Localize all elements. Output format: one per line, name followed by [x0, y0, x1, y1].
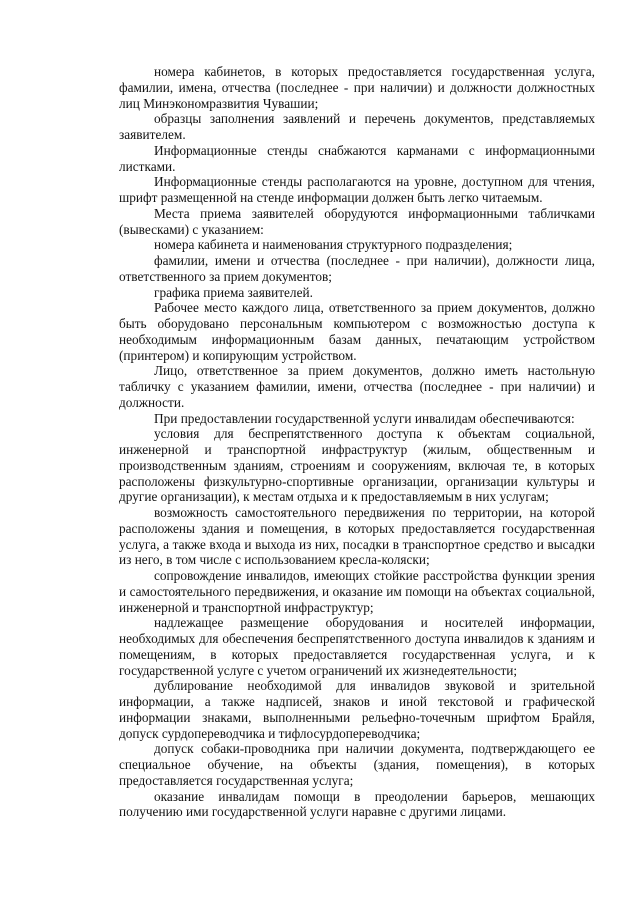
paragraph-reception-schedule: графика приема заявителей.: [154, 284, 313, 300]
paragraph-application-samples: образцы заполнения заявлений и перечень документов, представляемых заявителем.: [119, 111, 595, 142]
paragraph-stand-pockets: Информационные стенды снабжаются карманами с информационными листками.: [119, 142, 595, 174]
paragraph-workplace-equipment: Рабочее место каждого лица, ответственного за прием документов, должно быть оборудовано персональным компьютером с возможностью доступа к необходимым информационным базам данных, печатающим устройством (принтером) и копирующим устройством.: [119, 300, 595, 363]
paragraph-guide-dog: допуск собаки-проводника при наличии документа, подтверждающего ее специальное обучение, на объекты (здания, помещения), в которых предоставляется государственная услуга;: [119, 741, 595, 788]
paragraph-stand-placement: Информационные стенды располагаются на уровне, доступном для чтения, шрифт размещенной на стенде информации должен быть легко читаемым.: [119, 174, 595, 205]
paragraph-responsible-person: фамилии, имени и отчества (последнее - при наличии), должности лица, ответственного за прием документов;: [119, 253, 595, 284]
paragraph-cabinet-numbers: номера кабинетов, в которых предоставляется государственная услуга, фамилии, имена, отчества (последнее - при наличии) и должности должностных лиц Минэкономразвития Чувашии;: [119, 64, 595, 111]
paragraph-equipment-placement: надлежащее размещение оборудования и носителей информации, необходимых для обеспечения беспрепятственного доступа инвалидов к зданиям и помещениям, в которых предоставляется государственная услуга, и к государственной услуге с учетом ограничений их жизнедеятельности;: [119, 615, 595, 678]
paragraph-reception-signs: Места приема заявителей оборудуются информационными табличками (вывесками) с указанием:: [119, 205, 595, 237]
document-body: [119, 64, 595, 820]
paragraph-escort: сопровождение инвалидов, имеющих стойкие расстройства функции зрения и самостоятельного передвижения, и оказание им помощи на объектах социальной, инженерной и транспортной инфраструктур;: [119, 568, 595, 615]
paragraph-disability-provisions: При предоставлении государственной услуги инвалидам обеспечиваются:: [154, 410, 575, 426]
paragraph-room-number: номера кабинета и наименования структурного подразделения;: [154, 237, 513, 253]
paragraph-information-duplication: дублирование необходимой для инвалидов звуковой и зрительной информации, а также надписей, знаков и иной текстовой и графической информации знаками, выполненными рельефно-точечным шрифтом Брайля, допуск сурдопереводчика и тифлосурдопереводчика;: [119, 678, 595, 741]
paragraph-barrier-assistance: оказание инвалидам помощи в преодолении барьеров, мешающих получению ими государственной услуги наравне с другими лицами.: [119, 788, 595, 820]
paragraph-desk-nameplate: Лицо, ответственное за прием документов, должно иметь настольную табличку с указанием фамилии, имени, отчества (последнее - при наличии) и должности.: [119, 363, 595, 410]
paragraph-access-conditions: условия для беспрепятственного доступа к объектам социальной, инженерной и транспортной инфраструктур (жилым, общественным и производственным зданиям, строениям и сооружениям, включая те, в которых расположены физкультурно-спортивные организации, организации культуры и другие организации), к местам отдыха и к предоставляемым в них услугам;: [119, 426, 595, 505]
paragraph-independent-movement: возможность самостоятельного передвижения по территории, на которой расположены здания и помещения, в которых предоставляется государственная услуга, а также входа и выхода из них, посадки в транспортное средство и высадки из него, в том числе с использованием кресла-коляски;: [119, 505, 595, 568]
